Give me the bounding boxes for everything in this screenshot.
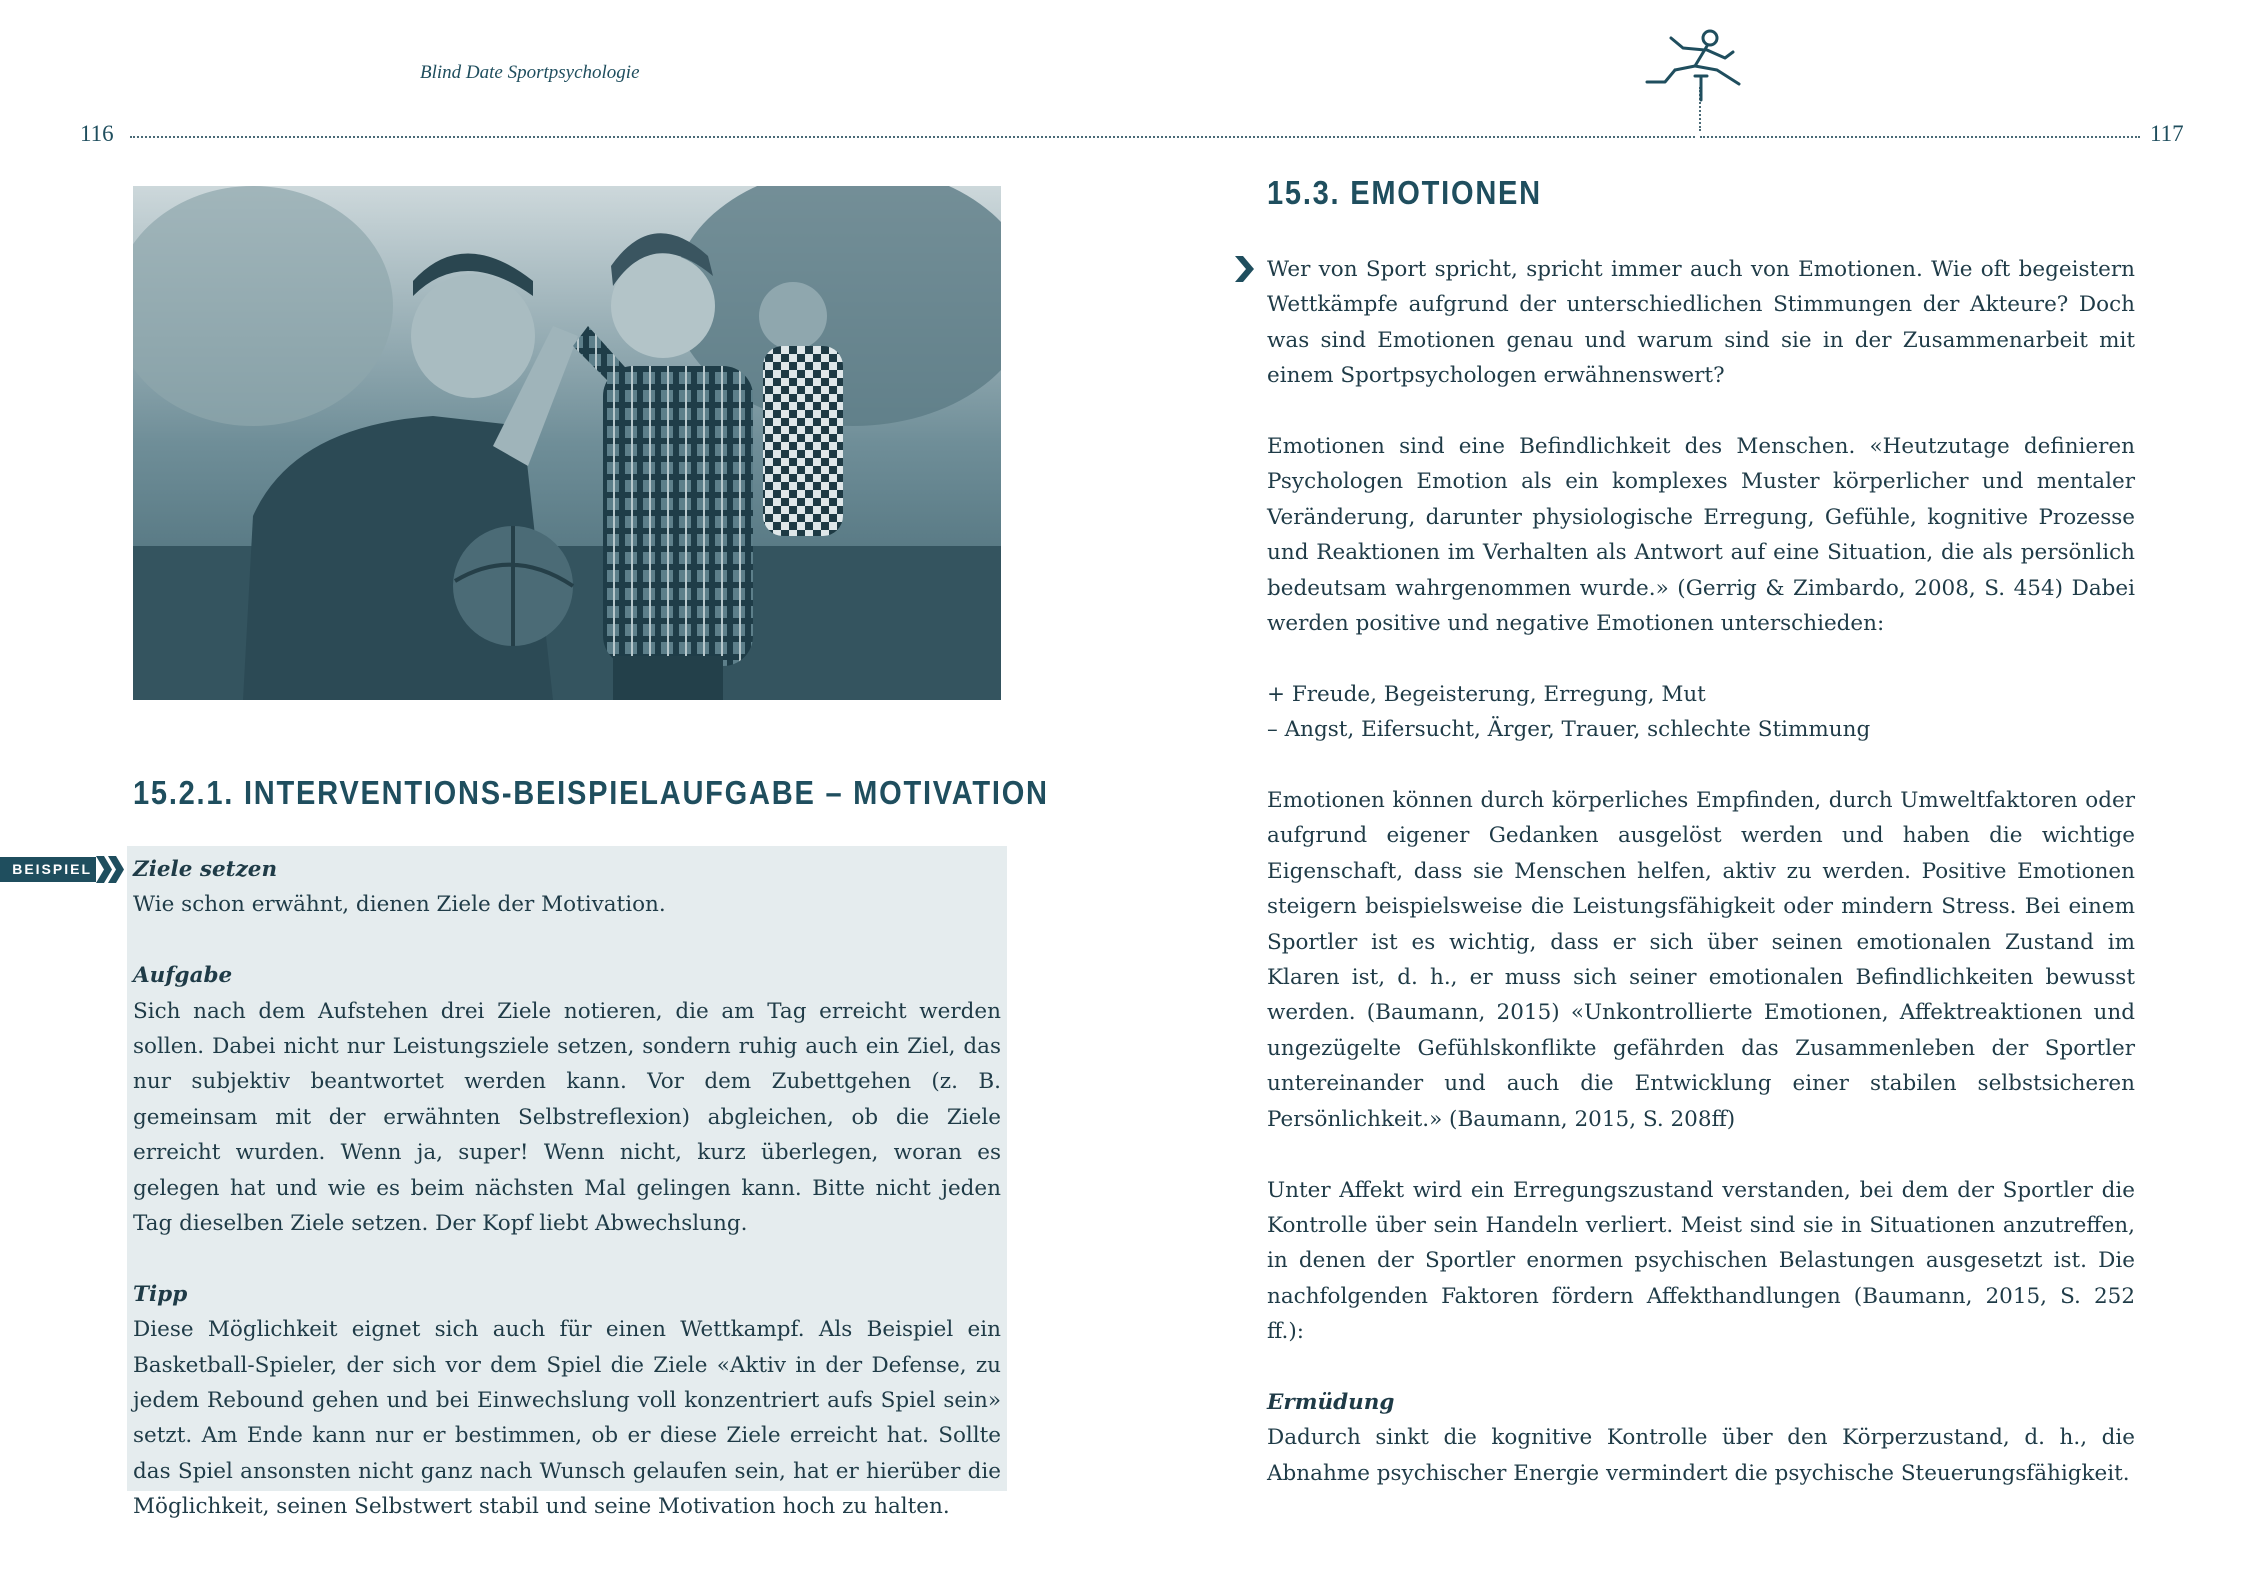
paragraph: Diese Möglichkeit eignet sich auch für einen Wettkampf. Als Beispiel ein Basketball-Spieler, der sich vor dem Spiel die Ziele «Aktiv in der Defense, zu jedem Rebound gehen und bei Einwechslung voll konzentriert aufs Spiel sein» setzt. Am Ende kann nur er bestimmen, ob er diese Ziele erreicht hat. Sollte das Spiel ansonsten nicht ganz nach Wunsch gelaufen sein, hat er hierüber die Möglichkeit, seinen Selbstwert stabil und seine Motivation hoch zu halten. bbox=[133, 1317, 1001, 1520]
header-rule-right bbox=[1700, 136, 2140, 138]
section-heading-emotionen: 15.3. EMOTIONEN bbox=[1267, 174, 1542, 211]
section-heading-motivation: 15.2.1. INTERVENTIONS-BEISPIELAUFGABE – MOTIVATION bbox=[133, 774, 1049, 811]
subheading-tipp: Tipp bbox=[133, 1281, 188, 1307]
example-tag: BEISPIEL bbox=[0, 857, 96, 882]
subheading-ermuedung: Ermüdung bbox=[1267, 1389, 1395, 1415]
double-chevron-icon bbox=[96, 856, 126, 883]
emotion-list bbox=[1267, 677, 2135, 748]
hurdler-icon bbox=[1635, 24, 1765, 104]
paragraph: Sich nach dem Aufstehen drei Ziele notieren, die am Tag erreicht werden sollen. Dabei nicht nur Leistungsziele setzen, sondern ruhig auch ein Ziel, das nur subjektiv beantwortet werden kann. Vor dem Zubettgehen (z. B. gemeinsam mit der erwähnten Selbstreflexion) abgleichen, ob die Ziele erreicht wurden. Wenn ja, super! Wenn nicht, kurz überlegen, woran es gelegen hat und wie es beim nächsten Mal gelingen kann. Bitte nicht jeden Tag dieselben Ziele setzen. Der Kopf liebt Abwechslung. bbox=[133, 998, 1001, 1237]
paragraph: Unter Affekt wird ein Erregungszustand verstanden, bei dem der Sportler die Kontrolle über sein Handeln verliert. Meist sind sie in Situationen anzutreffen, in denen der Sportler enormen psychischen Belastungen ausgesetzt ist. Die nachfolgenden Faktoren fördern Affekthandlungen (Baumann, 2015, S. 252 ff.): bbox=[1267, 1177, 2135, 1345]
chevron-right-icon bbox=[1233, 256, 1255, 282]
example-box-content bbox=[133, 852, 1001, 1525]
photo-illustration bbox=[133, 186, 1001, 700]
running-title: Blind Date Sportpsychologie bbox=[420, 62, 640, 83]
paragraph: Dadurch sinkt die kognitive Kontrolle über den Körperzustand, d. h., die Abnahme psychischer Energie vermindert die psychische Steuerungsfähigkeit. bbox=[1267, 1425, 2135, 1486]
list-item-negative: – Angst, Eifersucht, Ärger, Trauer, schlechte Stimmung bbox=[1267, 717, 1871, 743]
header-rule-left bbox=[130, 136, 1695, 138]
paragraph: Emotionen sind eine Befindlichkeit des Menschen. «Heutzutage definieren Psychologen Emotion als ein komplexes Muster körperlicher und mentaler Veränderung, darunter physiologische Erregung, Gefühle, kognitive Prozesse und Reaktionen im Verhalten als Antwort auf eine Situation, die als persönlich bedeutsam wahrgenommen wurde.» (Gerrig & Zimbardo, 2008, S. 454) Dabei werden positive und negative Emotionen unterschieden: bbox=[1267, 434, 2135, 637]
photo-father-son-high-five bbox=[133, 186, 1001, 700]
page-number-left: 116 bbox=[80, 121, 114, 146]
right-column-text bbox=[1267, 252, 2135, 1491]
page-number-right: 117 bbox=[2150, 121, 2184, 146]
list-item-positive: + Freude, Begeisterung, Erregung, Mut bbox=[1267, 681, 1706, 707]
subheading-aufgabe: Aufgabe bbox=[133, 963, 233, 989]
paragraph: Wie schon erwähnt, dienen Ziele der Motivation. bbox=[133, 892, 666, 918]
paragraph: Wer von Sport spricht, spricht immer auch von Emotionen. Wie oft begeistern Wettkämpfe aufgrund der unterschiedlichen Stimmungen der Akteure? Doch was sind Emotionen genau und warum sind sie in der Zusammenarbeit mit einem Sportpsychologen erwähnenswert? bbox=[1267, 257, 2135, 389]
paragraph: Emotionen können durch körperliches Empfinden, durch Umweltfaktoren oder aufgrund eigener Gedanken ausgelöst werden und haben die wichtige Eigenschaft, dass sie Menschen helfen, aktiv zu werden. Positive Emotionen steigern beispielsweise die Leistungsfähigkeit oder mindern Stress. Bei einem Sportler ist es wichtig, dass er sich über seinen emotionalen Zustand im Klaren ist, d. h., er muss sich seiner emotionalen Befindlichkeiten bewusst werden. (Baumann, 2015) «Unkontrollierte Emotionen, Affektreaktionen und ungezügelte Gefühlskonflikte gefährden das Zusammenleben der Sportler untereinander und auch die Entwicklung einer stabilen selbstsicheren Persönlichkeit.» (Baumann, 2015, S. 208ff) bbox=[1267, 788, 2135, 1132]
subheading-ziele-setzen: Ziele setzen bbox=[133, 857, 278, 882]
